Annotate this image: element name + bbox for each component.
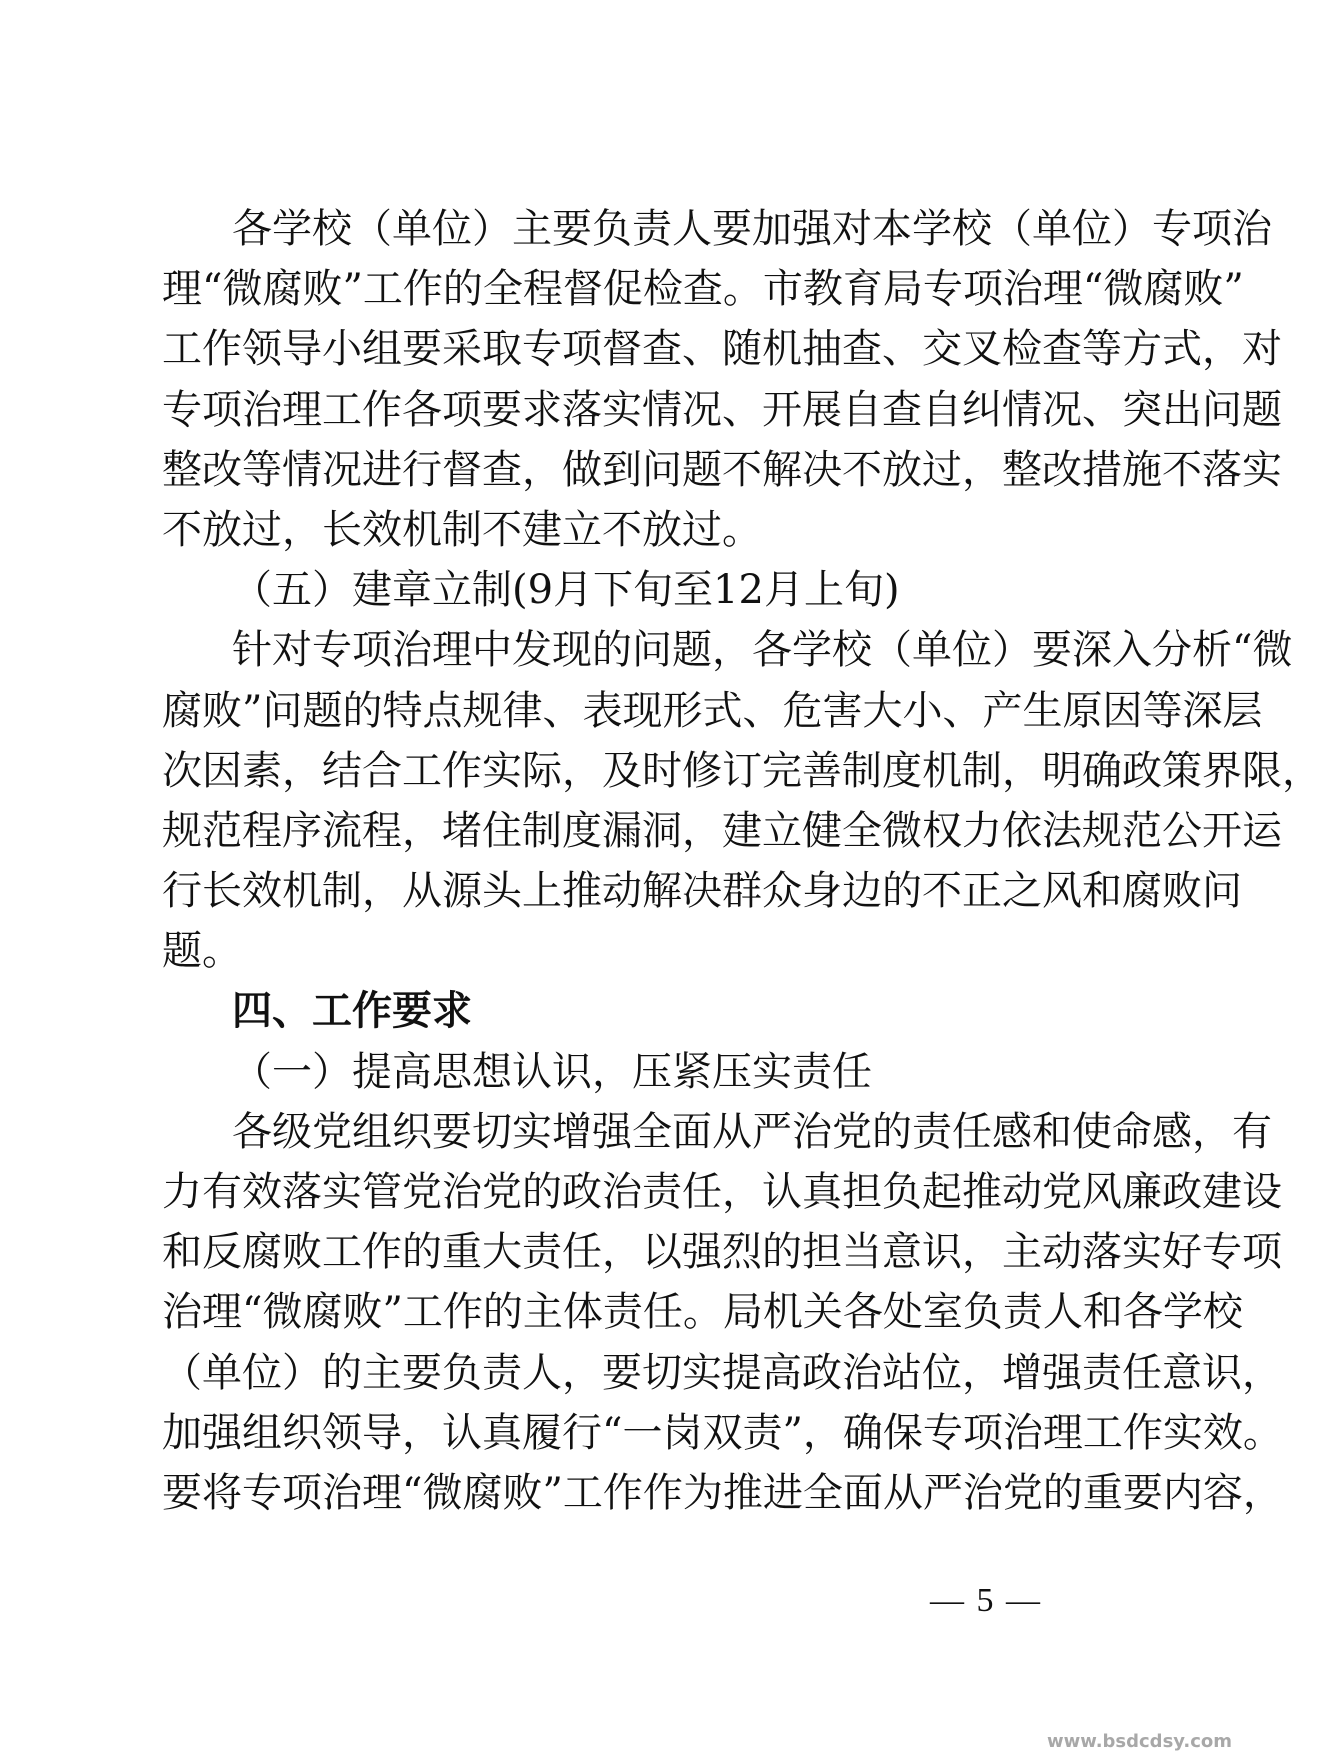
watermark: www.bsdcdsy.com — [1046, 1731, 1232, 1752]
text-line: 工作领导小组要采取专项督查、随机抽查、交叉检查等方式，对 — [162, 326, 1282, 373]
text-line: 要将专项治理“微腐败”工作作为推进全面从严治党的重要内容， — [162, 1469, 1283, 1516]
paragraph — [162, 199, 1282, 560]
paragraph — [162, 620, 1322, 981]
page-number: — 5 — — [930, 1582, 1042, 1619]
text-line: 整改等情况进行督查，做到问题不解决不放过，整改措施不落实 — [162, 446, 1282, 493]
text-line: 四、工作要求 — [232, 988, 472, 1035]
text-line: （单位）的主要负责人，要切实提高政治站位，增强责任意识， — [162, 1349, 1282, 1396]
text-line: 理“微腐败”工作的全程督促检查。市教育局专项治理“微腐败” — [162, 266, 1244, 313]
paragraph — [162, 1102, 1283, 1523]
text-line: 治理“微腐败”工作的主体责任。局机关各处室负责人和各学校 — [162, 1289, 1243, 1336]
text-line: （五）建章立制(9月下旬至12月上旬) — [232, 567, 900, 614]
text-line: 各学校（单位）主要负责人要加强对本学校（单位）专项治 — [232, 206, 1272, 252]
text-line: 和反腐败工作的重大责任，以强烈的担当意识，主动落实好专项 — [162, 1229, 1282, 1276]
text-line: 各级党组织要切实增强全面从严治党的责任感和使命感，有 — [232, 1108, 1272, 1155]
text-line: 次因素，结合工作实际，及时修订完善制度机制，明确政策界限， — [162, 747, 1322, 794]
text-line: 不放过，长效机制不建立不放过。 — [162, 506, 762, 553]
text-line: 规范程序流程，堵住制度漏洞，建立健全微权力依法规范公开运 — [162, 807, 1282, 854]
text-line: 力有效落实管党治党的政治责任，认真担负起推动党风廉政建设 — [162, 1169, 1282, 1215]
text-line: 加强组织领导，认真履行“一岗双责”，确保专项治理工作实效。 — [162, 1409, 1283, 1456]
text-line: 针对专项治理中发现的问题，各学校（单位）要深入分析“微 — [232, 627, 1293, 674]
text-line: 专项治理工作各项要求落实情况、开展自查自纠情况、突出问题 — [162, 386, 1282, 433]
section-heading — [162, 981, 1077, 1041]
subsection-heading — [162, 1042, 1077, 1102]
text-line: 腐败”问题的特点规律、表现形式、危害大小、产生原因等深层 — [162, 687, 1263, 734]
subsection-heading — [162, 560, 1077, 620]
text-line: （一）提高思想认识，压紧压实责任 — [232, 1048, 872, 1095]
document-body — [162, 199, 1322, 1523]
text-line: 题。 — [162, 928, 242, 975]
text-line: 行长效机制，从源头上推动解决群众身边的不正之风和腐败问 — [162, 868, 1242, 915]
